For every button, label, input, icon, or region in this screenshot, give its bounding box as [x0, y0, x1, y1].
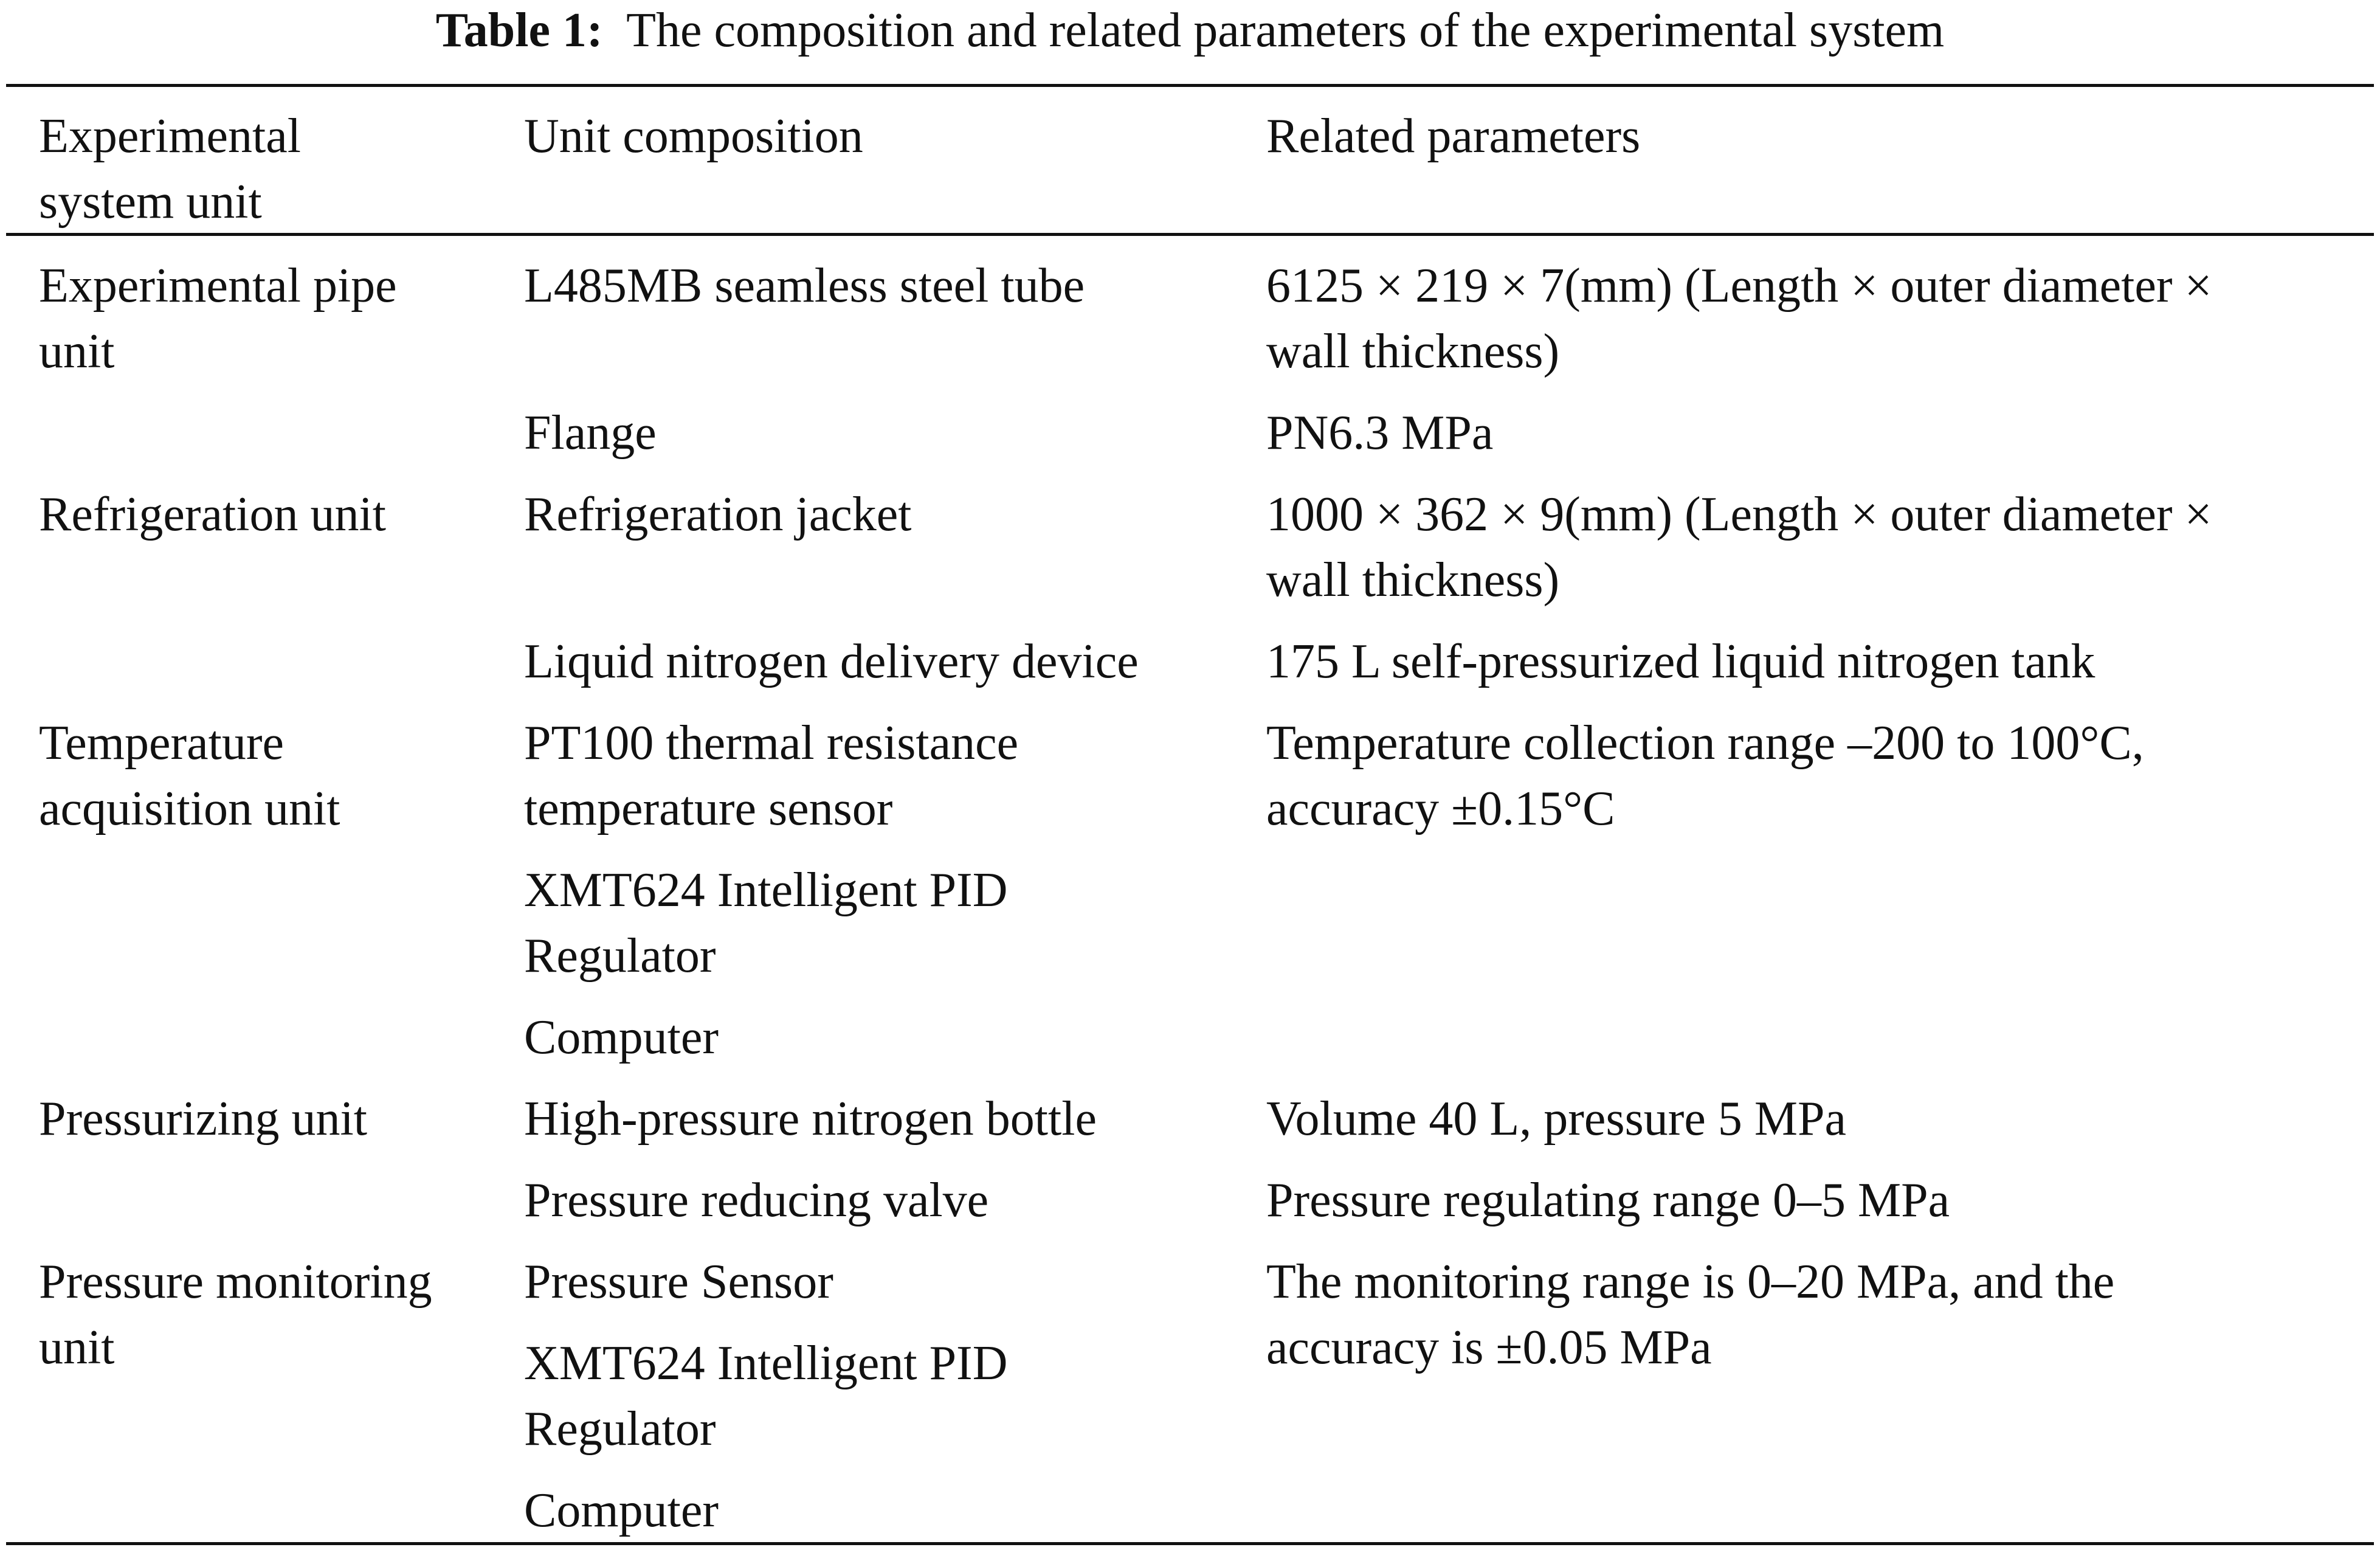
header-cell-system-unit-line1: Experimental [39, 109, 301, 163]
row-cell-system-unit: unit [39, 1321, 115, 1374]
table-caption-text: The composition and related parameters of the experimental system [626, 4, 1945, 57]
row-cell-unit-composition: Flange [524, 406, 657, 460]
row-cell-related-parameters: 6125 × 219 × 7(mm) (Length × outer diameter × [1266, 259, 2212, 313]
row-cell-related-parameters: Pressure regulating range 0–5 MPa [1266, 1174, 1950, 1227]
row-cell-system-unit: Pressure monitoring [39, 1255, 432, 1309]
row-cell-unit-composition: Pressure reducing valve [524, 1174, 989, 1227]
row-cell-system-unit: Pressurizing unit [39, 1092, 367, 1146]
header-cell-related-parameters: Related parameters [1266, 109, 1641, 163]
row-cell-unit-composition: PT100 thermal resistance [524, 716, 1019, 770]
row-cell-related-parameters: 175 L self-pressurized liquid nitrogen tank [1266, 635, 2095, 688]
header-cell-system-unit-line2: system unit [39, 175, 262, 229]
row-cell-unit-composition: XMT624 Intelligent PID [524, 1337, 1008, 1390]
row-cell-related-parameters: accuracy ±0.15°C [1266, 782, 1615, 836]
row-cell-unit-composition: Pressure Sensor [524, 1255, 833, 1309]
table-top-rule [6, 84, 2374, 87]
row-cell-related-parameters: wall thickness) [1266, 325, 1560, 378]
table-caption-label: Table 1: [435, 4, 603, 57]
row-cell-unit-composition: Liquid nitrogen delivery device [524, 635, 1139, 688]
row-cell-system-unit: Temperature [39, 716, 285, 770]
row-cell-system-unit: Refrigeration unit [39, 488, 386, 541]
row-cell-unit-composition: temperature sensor [524, 782, 893, 836]
row-cell-system-unit: Experimental pipe [39, 259, 397, 313]
row-cell-unit-composition: Refrigeration jacket [524, 488, 912, 541]
row-cell-related-parameters: The monitoring range is 0–20 MPa, and the [1266, 1255, 2115, 1309]
row-cell-unit-composition: L485MB seamless steel tube [524, 259, 1085, 313]
row-cell-unit-composition: XMT624 Intelligent PID [524, 863, 1008, 917]
table-header-rule [6, 233, 2374, 236]
row-cell-unit-composition: Regulator [524, 1402, 716, 1456]
row-cell-related-parameters: accuracy is ±0.05 MPa [1266, 1321, 1712, 1374]
row-cell-unit-composition: Computer [524, 1484, 719, 1537]
row-cell-system-unit: acquisition unit [39, 782, 340, 836]
row-cell-unit-composition: High-pressure nitrogen bottle [524, 1092, 1097, 1146]
row-cell-related-parameters: Volume 40 L, pressure 5 MPa [1266, 1092, 1846, 1146]
row-cell-related-parameters: Temperature collection range –200 to 100°C, [1266, 716, 2144, 770]
row-cell-related-parameters: wall thickness) [1266, 553, 1560, 607]
row-cell-unit-composition: Regulator [524, 929, 716, 983]
header-cell-unit-composition: Unit composition [524, 109, 863, 163]
row-cell-unit-composition: Computer [524, 1011, 719, 1064]
table-bottom-rule [6, 1542, 2374, 1545]
row-cell-system-unit: unit [39, 325, 115, 378]
row-cell-related-parameters: 1000 × 362 × 9(mm) (Length × outer diameter × [1266, 488, 2212, 541]
row-cell-related-parameters: PN6.3 MPa [1266, 406, 1494, 460]
table-caption [0, 0, 2380, 61]
